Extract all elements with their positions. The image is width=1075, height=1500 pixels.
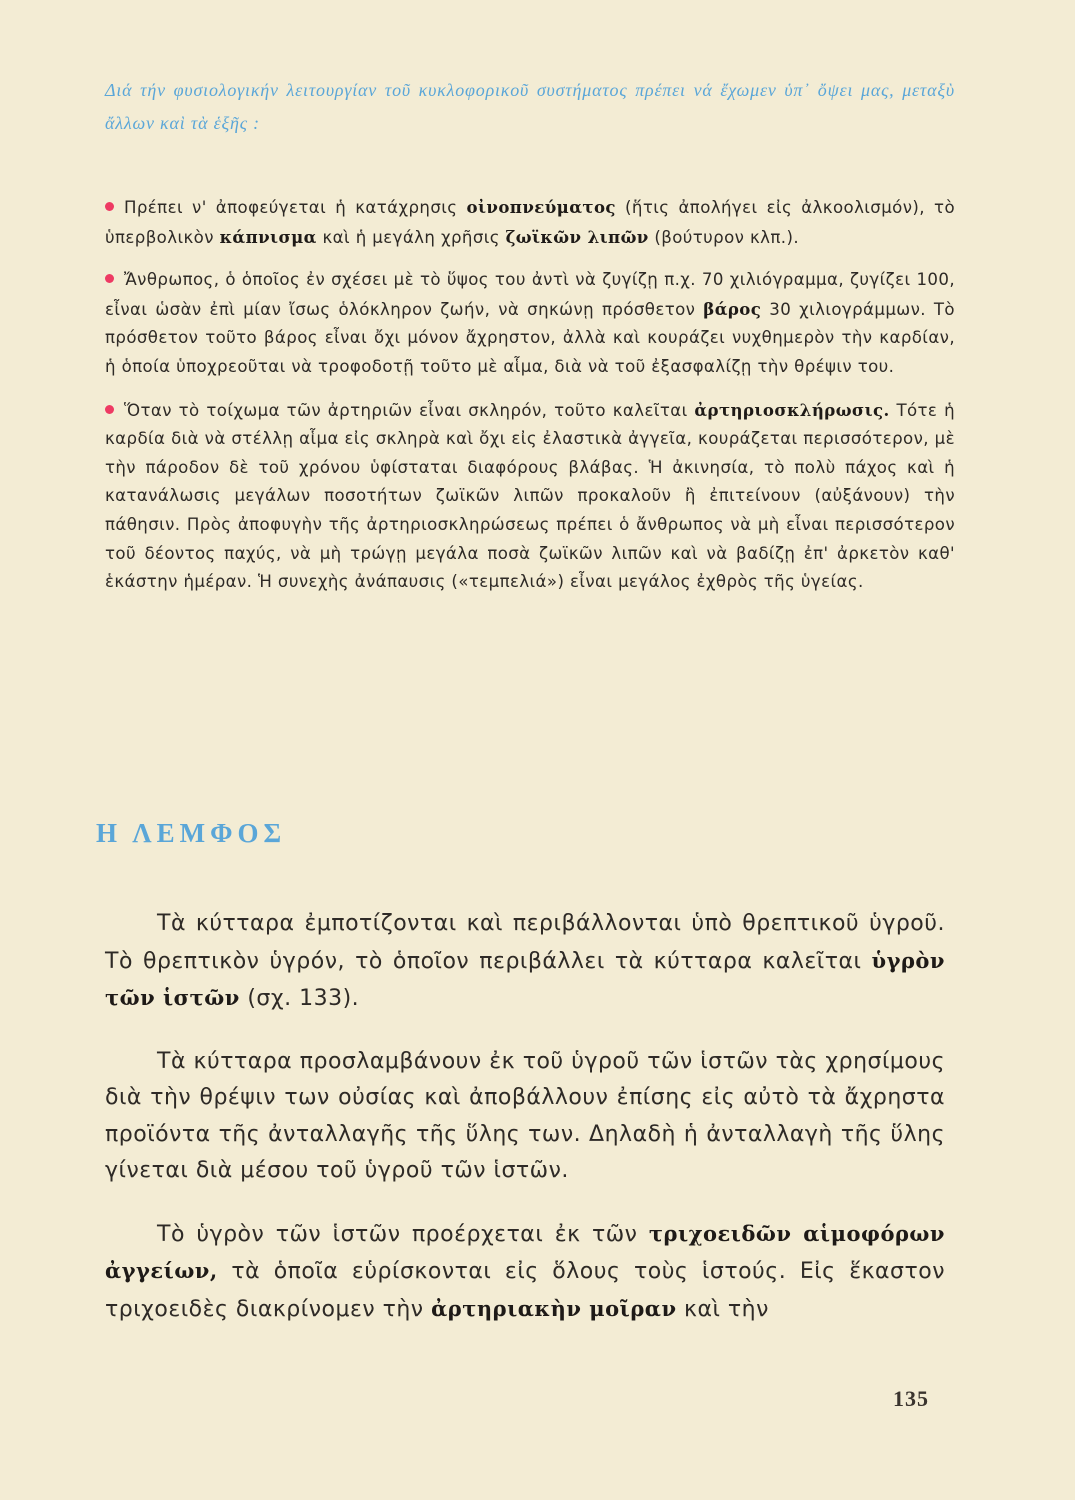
bold-term: κάπνισμα <box>219 226 317 247</box>
bullet-item: Ὅταν τὸ τοίχωμα τῶν ἀρτηριῶν εἶναι σκληρόν, τοῦτο καλεῖται ἀρτηριοσκλήρωσις. Τότε ἡ καρδία διὰ νὰ στέλλῃ αἷμα εἰς σκληρὰ καὶ ὄχι εἰς ἐλαστικὰ ἀγγεῖα, κουράζεται περισσότερον, μὲ τὴν πάροδον δὲ τοῦ χρόνου ὑφίσταται διαφόρους βλάβας. Ἡ ἀκινησία, τὸ πολὺ πάχος καὶ ἡ κατανάλωσις μεγάλων ποσοτήτων ζωϊκῶν λιπῶν προκαλοῦν ἢ ἐπιτείνουν (αὐξάνουν) τὴν πάθησιν. Πρὸς ἀποφυγὴν τῆς ἀρτηριοσκληρώσεως πρέπει ὁ ἄνθρωπος νὰ μὴ εἶναι περισσότερον τοῦ δέοντος παχύς, νὰ μὴ τρώγῃ μεγάλα ποσὰ ζωϊκῶν λιπῶν καὶ νὰ βαδίζῃ ἐπ' ἀρκετὸν καθ' ἑκάστην ἡμέραν. Ἡ συνεχὴς ἀνάπαυσις («τεμπελιά») εἶναι μεγάλος ἐχθρὸς τῆς ὑγείας. <box>105 399 955 592</box>
bullet-dot-icon <box>105 274 114 283</box>
bold-term: ἀρτηριακὴν μοῖραν <box>431 1295 677 1321</box>
page-number: 135 <box>893 1386 929 1411</box>
paragraph: Τὰ κύτταρα ἐμποτίζονται καὶ περιβάλλονται ὑπὸ θρεπτικοῦ ὑγροῦ. Τὸ θρεπτικὸν ὑγρόν, τὸ ὁποῖον περιβάλλει τὰ κύτταρα καλεῖται ὑγρὸν τῶν ἱστῶν (σχ. 133). <box>105 911 945 1011</box>
paragraph: Τὰ κύτταρα προσλαμβάνουν ἐκ τοῦ ὑγροῦ τῶν ἱστῶν τὰς χρησίμους διὰ τὴν θρέψιν των οὐσίας καὶ ἀποβάλλουν ἐπίσης εἰς αὐτὸ τὰ ἄχρηστα προϊόντα τῆς ἀνταλλαγῆς τῆς ὕλης των. Δηλαδὴ ἡ ἀνταλλαγὴ τῆς ὕλης γίνεται διὰ μέσου τοῦ ὑγροῦ τῶν ἱστῶν. <box>105 1048 945 1183</box>
intro-text: Διά τήν φυσιολογικήν λειτουργίαν τοῦ κυκλοφορικοῦ συστήματος πρέπει νά ἔχωμεν ὑπ᾿ ὄψει μας, μεταξὺ ἄλλων καὶ τὰ ἑξῆς : <box>105 80 955 133</box>
paragraph: Τὸ ὑγρὸν τῶν ἱστῶν προέρχεται ἐκ τῶν τριχοειδῶν αἱμοφόρων ἀγγείων, τὰ ὁποῖα εὑρίσκονται εἰς ὅλους τοὺς ἱστούς. Εἰς ἕκαστον τριχοειδὲς διακρίνομεν τὴν ἀρτηριακὴν μοῖραν καὶ τὴν <box>105 1220 945 1322</box>
bullet-item: Ἄνθρωπος, ὁ ὁποῖος ἐν σχέσει μὲ τὸ ὕψος του ἀντὶ νὰ ζυγίζῃ π.χ. 70 χιλιόγραμμα, ζυγίζει 100, εἶναι ὡσὰν ἐπὶ μίαν ἴσως ὁλόκληρον ζωήν, νὰ σηκώνῃ πρόσθετον βάρος 30 χιλιογράμμων. Τὸ πρόσθετον τοῦτο βάρος εἶναι ὄχι μόνον ἄχρηστον, ἀλλὰ καὶ κουράζει νυχθημερὸν τὴν καρδίαν, ἡ ὁποία ὑποχρεοῦται νὰ τροφοδοτῇ τοῦτο μὲ αἷμα, διὰ νὰ τοῦ ἐξασφαλίζῃ τὴν θρέψιν του. <box>105 270 955 376</box>
bold-term: ὑγρὸν τῶν ἱστῶν <box>105 947 945 1010</box>
bold-term: τριχοειδῶν αἱμοφόρων ἀγγείων, <box>105 1220 945 1283</box>
bullet-dot-icon <box>105 405 114 414</box>
section-heading: Η ΛΕΜΦΟΣ <box>96 818 287 848</box>
bold-term: ζωϊκῶν λιπῶν <box>505 226 649 247</box>
bullet-dot-icon <box>105 202 114 211</box>
body-text <box>105 906 945 1354</box>
bullet-list <box>105 193 955 611</box>
bullet-item: Πρέπει ν' ἀποφεύγεται ἡ κατάχρησις οἰνοπνεύματος (ἥτις ἀπολήγει εἰς ἀλκοολισμόν), τὸ ὑπερβολικὸν κάπνισμα καὶ ἡ μεγάλη χρῆσις ζωϊκῶν λιπῶν (βούτυρον κλπ.). <box>105 197 955 247</box>
bold-term: οἰνοπνεύματος <box>466 197 616 217</box>
bold-term: βάρος <box>703 298 762 319</box>
bold-term: ἀρτηριοσκλήρωσις. <box>694 399 890 420</box>
